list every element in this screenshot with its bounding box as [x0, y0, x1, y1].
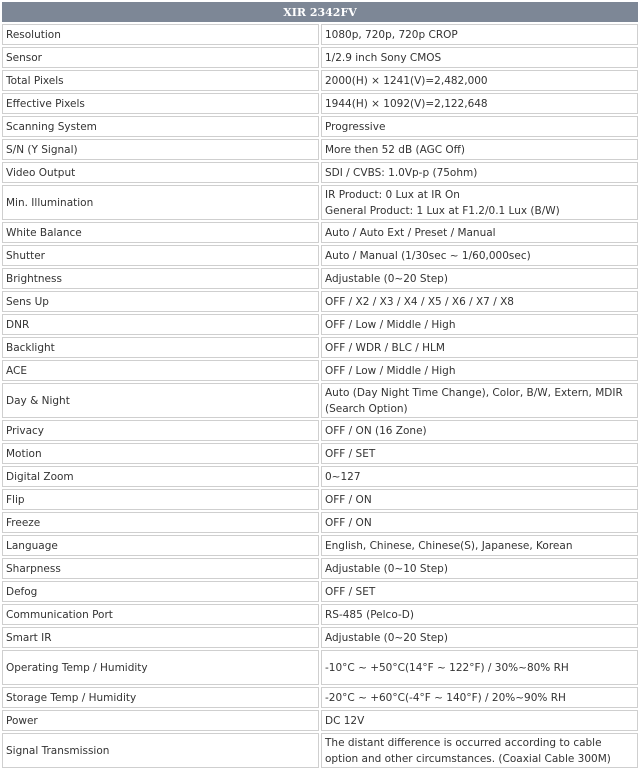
spec-value-line: SDI / CVBS: 1.0Vp-p (75ohm)	[325, 167, 478, 179]
table-header-row	[2, 2, 638, 22]
table-row	[2, 47, 638, 68]
spec-label: Language	[2, 535, 319, 556]
spec-value-line: Adjustable (0~10 Step)	[325, 563, 448, 575]
table-row	[2, 627, 638, 648]
table-row	[2, 443, 638, 464]
spec-value-line: Adjustable (0~20 Step)	[325, 632, 448, 644]
spec-label: White Balance	[2, 222, 319, 243]
table-row	[2, 535, 638, 556]
spec-value-line: OFF / ON (16 Zone)	[325, 425, 427, 437]
spec-label: Total Pixels	[2, 70, 319, 91]
spec-value-line: More then 52 dB (AGC Off)	[325, 144, 465, 156]
spec-value-line: 1/2.9 inch Sony CMOS	[325, 52, 442, 64]
spec-value	[321, 222, 638, 243]
table-row	[2, 139, 638, 160]
spec-label: Operating Temp / Humidity	[2, 650, 319, 685]
spec-label: Brightness	[2, 268, 319, 289]
spec-label: Storage Temp / Humidity	[2, 687, 319, 708]
spec-value	[321, 116, 638, 137]
table-row	[2, 383, 638, 418]
spec-value-line: 1944(H) × 1092(V)=2,122,648	[325, 98, 488, 110]
spec-value	[321, 139, 638, 160]
spec-value	[321, 291, 638, 312]
spec-label: Sens Up	[2, 291, 319, 312]
spec-value	[321, 314, 638, 335]
spec-value-line: -20°C ~ +60°C(-4°F ~ 140°F) / 20%~90% RH	[325, 692, 566, 704]
spec-value-line: OFF / ON	[325, 517, 372, 529]
spec-value	[321, 558, 638, 579]
spec-value-line: OFF / Low / Middle / High	[325, 365, 456, 377]
spec-label: Day & Night	[2, 383, 319, 418]
table-row	[2, 489, 638, 510]
table-row	[2, 116, 638, 137]
spec-value	[321, 420, 638, 441]
spec-label: Resolution	[2, 24, 319, 45]
spec-value	[321, 185, 638, 220]
spec-value	[321, 581, 638, 602]
table-row	[2, 512, 638, 533]
table-row	[2, 420, 638, 441]
spec-value	[321, 70, 638, 91]
spec-value	[321, 489, 638, 510]
table-row	[2, 360, 638, 381]
table-row	[2, 162, 638, 183]
table-row	[2, 337, 638, 358]
spec-value-line: OFF / WDR / BLC / HLM	[325, 342, 445, 354]
spec-value	[321, 710, 638, 731]
spec-label: Shutter	[2, 245, 319, 266]
spec-value	[321, 650, 638, 685]
spec-value-line: English, Chinese, Chinese(S), Japanese, Korean	[325, 540, 573, 552]
table-row	[2, 93, 638, 114]
spec-value-line: -10°C ~ +50°C(14°F ~ 122°F) / 30%~80% RH	[325, 662, 569, 674]
spec-label: Signal Transmission	[2, 733, 319, 768]
spec-label: Privacy	[2, 420, 319, 441]
spec-value	[321, 162, 638, 183]
spec-label: Effective Pixels	[2, 93, 319, 114]
spec-value	[321, 512, 638, 533]
spec-value-line: OFF / SET	[325, 448, 376, 460]
spec-label: Sensor	[2, 47, 319, 68]
spec-value	[321, 245, 638, 266]
spec-label: Video Output	[2, 162, 319, 183]
table-row	[2, 24, 638, 45]
table-title: XIR 2342FV	[2, 2, 638, 22]
table-row	[2, 185, 638, 220]
spec-value	[321, 466, 638, 487]
spec-label: Digital Zoom	[2, 466, 319, 487]
spec-value-line: RS-485 (Pelco-D)	[325, 609, 414, 621]
spec-value-line: 2000(H) × 1241(V)=2,482,000	[325, 75, 488, 87]
spec-value	[321, 687, 638, 708]
spec-value	[321, 627, 638, 648]
spec-label: Power	[2, 710, 319, 731]
table-row	[2, 558, 638, 579]
spec-value-line: OFF / ON	[325, 494, 372, 506]
spec-value-line: Auto / Manual (1/30sec ~ 1/60,000sec)	[325, 250, 531, 262]
spec-value-line: OFF / Low / Middle / High	[325, 319, 456, 331]
spec-value	[321, 47, 638, 68]
spec-value-line: The distant difference is occurred according to cable option and other circumstances. (Coaxial Cable 300M)	[325, 737, 611, 765]
spec-value	[321, 268, 638, 289]
spec-label: Motion	[2, 443, 319, 464]
spec-value-line: Auto / Auto Ext / Preset / Manual	[325, 227, 496, 239]
table-row	[2, 650, 638, 685]
spec-value-line: Progressive	[325, 121, 386, 133]
spec-value-line: 0~127	[325, 471, 361, 483]
spec-value-line: Adjustable (0~20 Step)	[325, 273, 448, 285]
spec-value	[321, 93, 638, 114]
table-row	[2, 733, 638, 768]
spec-value	[321, 733, 638, 768]
spec-value	[321, 24, 638, 45]
table-row	[2, 222, 638, 243]
spec-value	[321, 604, 638, 625]
spec-value-line: IR Product: 0 Lux at IR On	[325, 189, 460, 201]
table-row	[2, 70, 638, 91]
spec-value-line: OFF / X2 / X3 / X4 / X5 / X6 / X7 / X8	[325, 296, 514, 308]
spec-label: Min. Illumination	[2, 185, 319, 220]
spec-value-line: Auto (Day Night Time Change), Color, B/W, Extern, MDIR (Search Option)	[325, 387, 623, 415]
spec-value	[321, 337, 638, 358]
spec-label: DNR	[2, 314, 319, 335]
table-row	[2, 687, 638, 708]
spec-label: Smart IR	[2, 627, 319, 648]
table-row	[2, 604, 638, 625]
spec-label: Freeze	[2, 512, 319, 533]
spec-value	[321, 443, 638, 464]
spec-value-line: 1080p, 720p, 720p CROP	[325, 29, 458, 41]
spec-value-line: General Product: 1 Lux at F1.2/0.1 Lux (B/W)	[325, 205, 560, 217]
spec-label: Backlight	[2, 337, 319, 358]
table-row	[2, 466, 638, 487]
spec-value-line: DC 12V	[325, 715, 365, 727]
table-row	[2, 710, 638, 731]
table-row	[2, 291, 638, 312]
table-row	[2, 314, 638, 335]
table-row	[2, 581, 638, 602]
spec-label: ACE	[2, 360, 319, 381]
spec-label: Communication Port	[2, 604, 319, 625]
spec-label: Flip	[2, 489, 319, 510]
spec-value	[321, 383, 638, 418]
spec-label: Scanning System	[2, 116, 319, 137]
spec-label: Sharpness	[2, 558, 319, 579]
spec-value-line: OFF / SET	[325, 586, 376, 598]
spec-label: Defog	[2, 581, 319, 602]
table-row	[2, 268, 638, 289]
table-row	[2, 245, 638, 266]
spec-body	[2, 24, 638, 768]
spec-label: S/N (Y Signal)	[2, 139, 319, 160]
spec-value	[321, 535, 638, 556]
spec-value	[321, 360, 638, 381]
